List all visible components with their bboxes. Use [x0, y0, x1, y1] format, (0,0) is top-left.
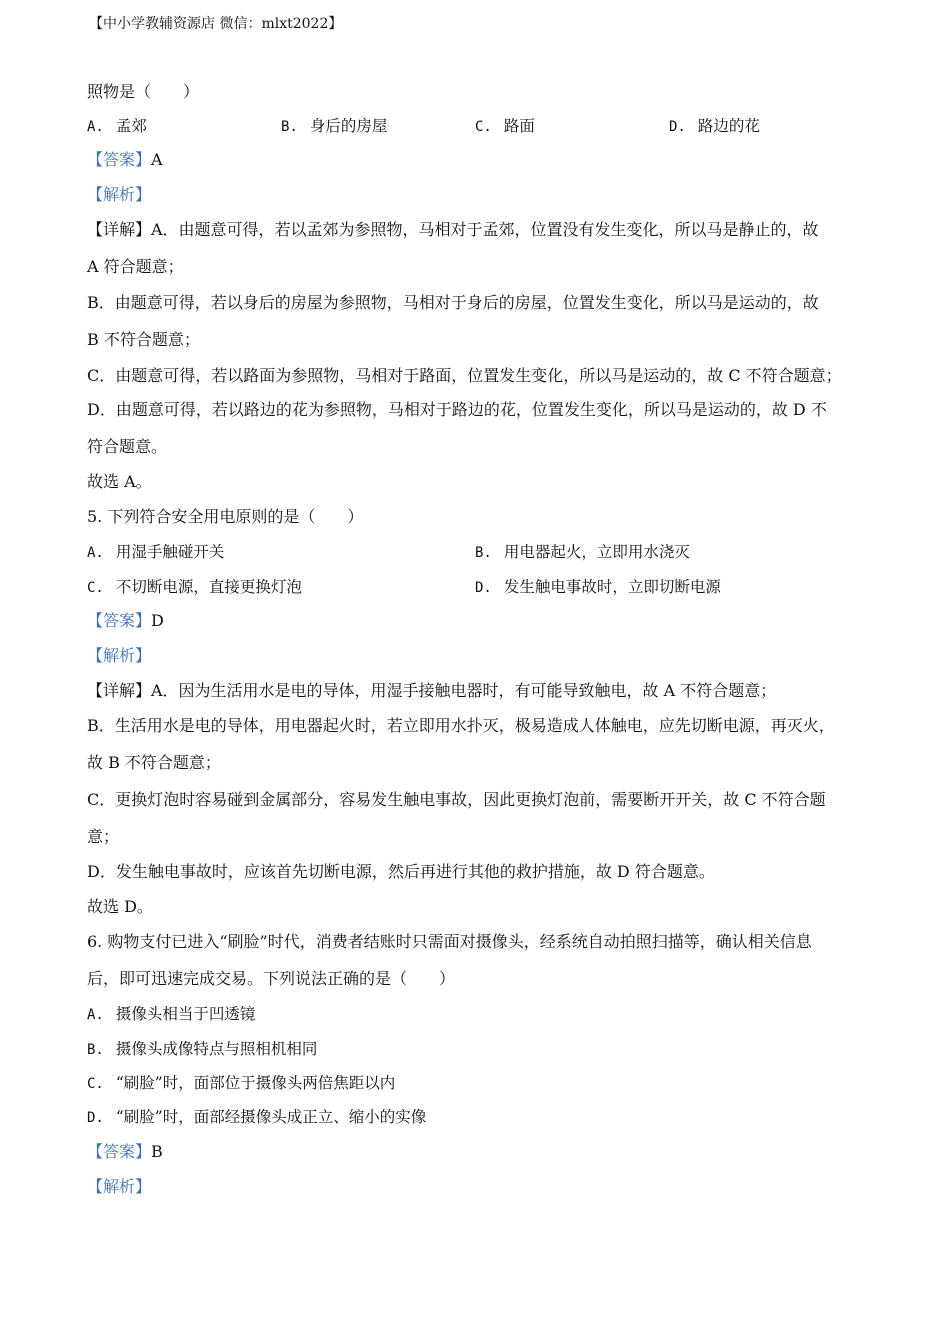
- q4-detail-line: 【详解】A．由题意可得，若以孟郊为参照物，马相对于孟郊，位置没有发生变化，所以马是静止的，故: [87, 220, 819, 239]
- q5-stem: 5. 下列符合安全用电原则的是（ ）: [87, 507, 364, 526]
- q4-option-c: C. 路面: [475, 117, 535, 135]
- q4-detail-line: B．由题意可得，若以身后的房屋为参照物，马相对于身后的房屋，位置发生变化，所以马是运动的，故: [87, 293, 819, 312]
- q5-detail-line: 故 B 不符合题意；: [87, 753, 221, 772]
- q4-stem-tail: 照物是（ ）: [87, 82, 200, 101]
- q4-answer: 【答案】A: [87, 150, 163, 169]
- q6-option-d: D. “刷脸”时，面部经摄像头成正立、缩小的实像: [87, 1108, 427, 1126]
- q5-detail-line: 意；: [87, 827, 120, 846]
- q5-detail-line: B．生活用水是电的导体，用电器起火时，若立即用水扑灭，极易造成人体触电，应先切断电源，再灭火，: [87, 716, 835, 735]
- q5-answer: 【答案】D: [87, 611, 164, 630]
- q5-detail-line: C．更换灯泡时容易碰到金属部分，容易发生触电事故，因此更换灯泡前，需要断开开关，故 C 不符合题: [87, 790, 826, 809]
- q5-option-b: B. 用电器起火，立即用水浇灭: [475, 543, 690, 561]
- q5-conclusion: 故选 D。: [87, 897, 153, 916]
- q4-detail-line: 符合题意。: [87, 437, 168, 456]
- q5-detail-line: 【详解】A．因为生活用水是电的导体，用湿手接触电器时，有可能导致触电，故 A 不符合题意；: [87, 681, 777, 700]
- q4-option-d: D. 路边的花: [669, 117, 760, 135]
- q5-analysis-heading: 【解析】: [87, 646, 152, 665]
- q6-answer: 【答案】B: [87, 1142, 163, 1161]
- q6-option-b: B. 摄像头成像特点与照相机相同: [87, 1040, 318, 1058]
- q6-analysis-heading: 【解析】: [87, 1177, 152, 1196]
- q4-detail-line: A 符合题意；: [87, 257, 184, 276]
- q4-option-b: B. 身后的房屋: [281, 117, 388, 135]
- q5-option-d: D. 发生触电事故时，立即切断电源: [475, 578, 721, 596]
- q4-detail-line: D．由题意可得，若以路边的花为参照物，马相对于路边的花，位置发生变化，所以马是运动的，故 D 不: [87, 400, 827, 419]
- page-header: 【中小学教辅资源店 微信：mlxt2022】: [89, 16, 343, 32]
- q6-stem-line: 6. 购物支付已进入“刷脸”时代，消费者结账时只需面对摄像头，经系统自动拍照扫描等，确认相关信息: [87, 932, 812, 951]
- q6-option-a: A. 摄像头相当于凹透镜: [87, 1005, 256, 1023]
- q4-option-a: A. 孟郊: [87, 117, 147, 135]
- q4-conclusion: 故选 A。: [87, 472, 152, 491]
- q4-analysis-heading: 【解析】: [87, 185, 152, 204]
- q4-detail-line: C．由题意可得，若以路面为参照物，马相对于路面，位置发生变化，所以马是运动的，故 C 不符合题意；: [87, 366, 842, 385]
- q6-stem-line: 后，即可迅速完成交易。下列说法正确的是（ ）: [87, 969, 456, 988]
- q5-option-c: C. 不切断电源，直接更换灯泡: [87, 578, 302, 596]
- q5-option-a: A. 用湿手触碰开关: [87, 543, 225, 561]
- q6-option-c: C. “刷脸”时，面部位于摄像头两倍焦距以内: [87, 1074, 396, 1092]
- q4-detail-line: B 不符合题意；: [87, 330, 200, 349]
- q5-detail-line: D．发生触电事故时，应该首先切断电源，然后再进行其他的救护措施，故 D 符合题意。: [87, 862, 715, 881]
